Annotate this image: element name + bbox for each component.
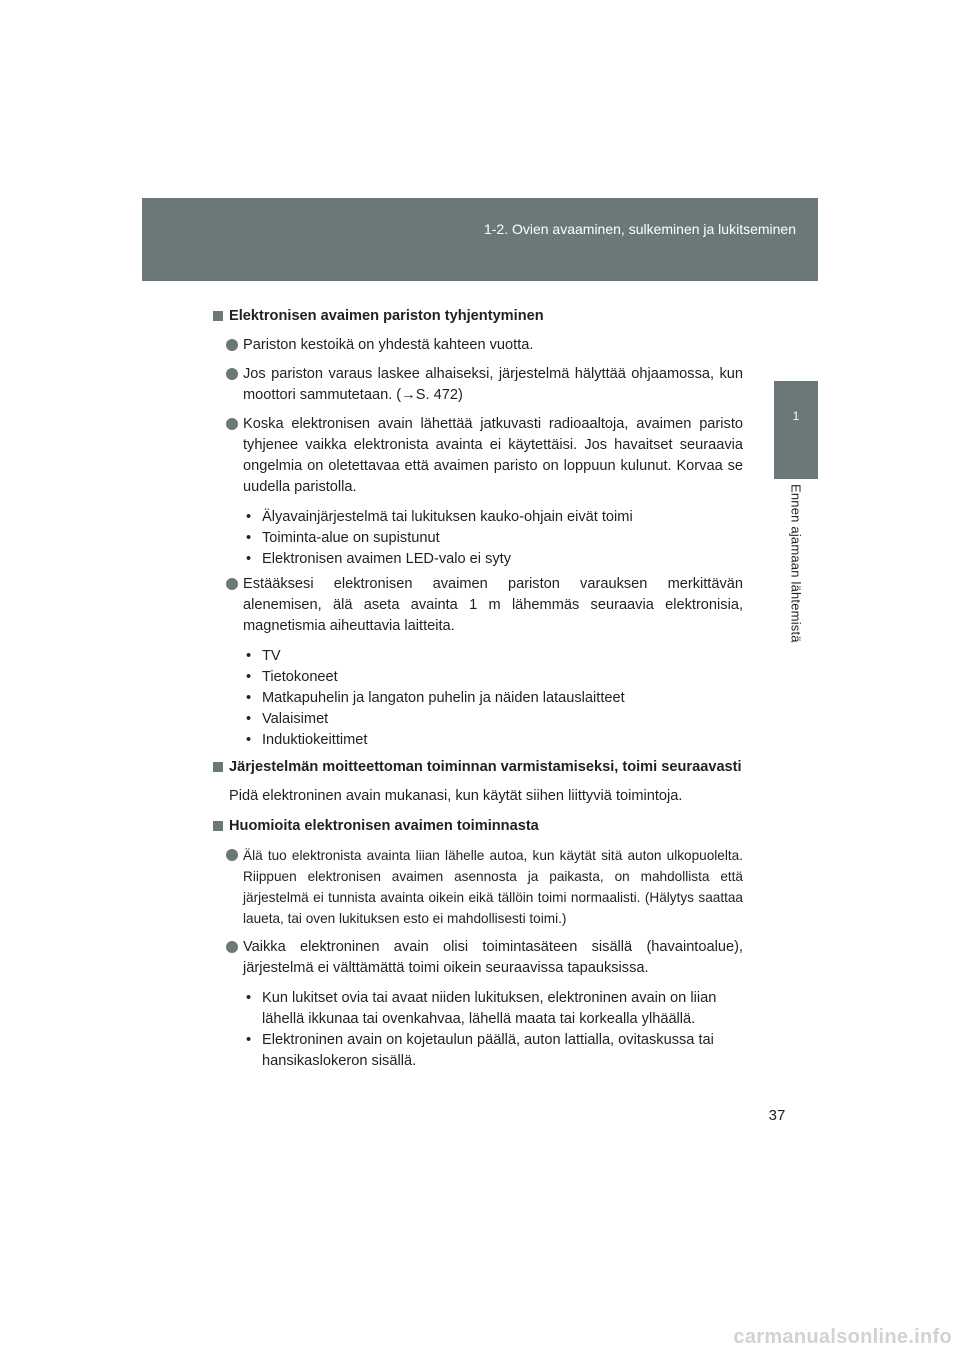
bullet-item bbox=[213, 845, 743, 929]
sub-list-item: • Induktiokeittimet bbox=[243, 730, 743, 751]
square-bullet-icon bbox=[213, 821, 223, 831]
bullet-text: Estääksesi elektronisen avaimen pariston varauksen merkittävän alenemisen, älä aseta avainta 1 m lähemmäs seuraavia elektronisia, magnetismia aiheuttavia laitteita. bbox=[243, 576, 743, 634]
circle-bullet-icon bbox=[226, 941, 238, 953]
square-bullet-icon bbox=[213, 311, 223, 321]
bullet-item bbox=[213, 364, 743, 406]
sub-list-item: • Matkapuhelin ja langaton puhelin ja näiden latauslaitteet bbox=[243, 688, 743, 709]
chapter-tab-label bbox=[785, 484, 807, 644]
sub-list-item: • Tietokoneet bbox=[243, 667, 743, 688]
sub-list-item: • Elektronisen avaimen LED-valo ei syty bbox=[243, 549, 743, 570]
bullet-item bbox=[213, 335, 743, 356]
chapter-number: 1 bbox=[792, 409, 800, 423]
sub-list-item: • Valaisimet bbox=[243, 709, 743, 730]
circle-bullet-icon bbox=[226, 578, 238, 590]
bullet-text: Koska elektronisen avain lähettää jatkuvasti radioaaltoja, avaimen paristo tyhjenee vaikka elektronista avainta ei käytettäisi. Jos havaitset seuraavia ongelmia on oletettavaa että avaimen paristo on loppuun kulunut. Korvaa se uudella paristolla. bbox=[243, 416, 743, 495]
circle-bullet-icon bbox=[226, 339, 238, 351]
sub-list-item: • Toiminta-alue on supistunut bbox=[243, 528, 743, 549]
bullet-text: Älä tuo elektronista avainta liian lähelle autoa, kun käytät sitä auton ulkopuolelta. Riippuen elektronisen avaimen asennosta ja paikasta, on mahdollista että järjestelmä ei tunnista avainta oikein eikä tällöin toimi normaalisti. (Hälytys saattaa laueta, tai oven lukituksen esto ei mahdollisesti toimi.) bbox=[243, 848, 743, 926]
bullet-item bbox=[213, 574, 743, 637]
bullet-item bbox=[213, 937, 743, 979]
circle-bullet-icon bbox=[226, 849, 238, 861]
section-heading bbox=[213, 816, 743, 837]
circle-bullet-icon bbox=[226, 418, 238, 430]
section-heading-text: Elektronisen avaimen pariston tyhjentyminen bbox=[229, 308, 544, 324]
section-title: 1-2. Ovien avaaminen, sulkeminen ja lukitseminen bbox=[483, 221, 796, 237]
watermark: carmanualsonline.info bbox=[733, 1326, 952, 1348]
page-number: 37 bbox=[768, 1107, 786, 1124]
square-bullet-icon bbox=[213, 762, 223, 772]
sub-list bbox=[213, 646, 743, 751]
section-header-band bbox=[142, 198, 818, 281]
section-heading-text: Järjestelmän moitteettoman toiminnan varmistamiseksi, toimi seuraavasti bbox=[229, 759, 742, 775]
section-heading bbox=[213, 306, 743, 327]
bullet-text: Jos pariston varaus laskee alhaiseksi, järjestelmä hälyttää ohjaamossa, kun moottori sammutetaan. (→S. 472) bbox=[243, 366, 743, 403]
section-heading bbox=[213, 757, 743, 778]
paragraph: Pidä elektroninen avain mukanasi, kun käytät siihen liittyviä toimintoja. bbox=[229, 788, 683, 804]
sub-list-item: • Kun lukitset ovia tai avaat niiden lukituksen, elektroninen avain on liian lähellä ikkunaa tai ovenkahvaa, lähellä maata tai korkealla ylhäällä. bbox=[243, 988, 743, 1030]
chapter-label-text: Ennen ajamaan lähtemistä bbox=[788, 484, 804, 643]
chapter-tab bbox=[774, 381, 818, 479]
sub-list bbox=[213, 507, 743, 570]
bullet-text: Pariston kestoikä on yhdestä kahteen vuotta. bbox=[243, 337, 534, 353]
circle-bullet-icon bbox=[226, 368, 238, 380]
sub-list-item: • Elektroninen avain on kojetaulun päällä, auton lattialla, ovitaskussa tai hansikaslokeron sisällä. bbox=[243, 1030, 743, 1072]
sub-list bbox=[213, 988, 743, 1072]
bullet-text: Vaikka elektroninen avain olisi toimintasäteen sisällä (havaintoalue), järjestelmä ei välttämättä toimi oikein seuraavissa tapauksissa. bbox=[243, 939, 743, 976]
sub-list-item: • TV bbox=[243, 646, 743, 667]
page-content bbox=[213, 306, 743, 1072]
sub-list-item: • Älyavainjärjestelmä tai lukituksen kauko-ohjain eivät toimi bbox=[243, 507, 743, 528]
section-heading-text: Huomioita elektronisen avaimen toiminnasta bbox=[229, 818, 539, 834]
bullet-item bbox=[213, 414, 743, 498]
